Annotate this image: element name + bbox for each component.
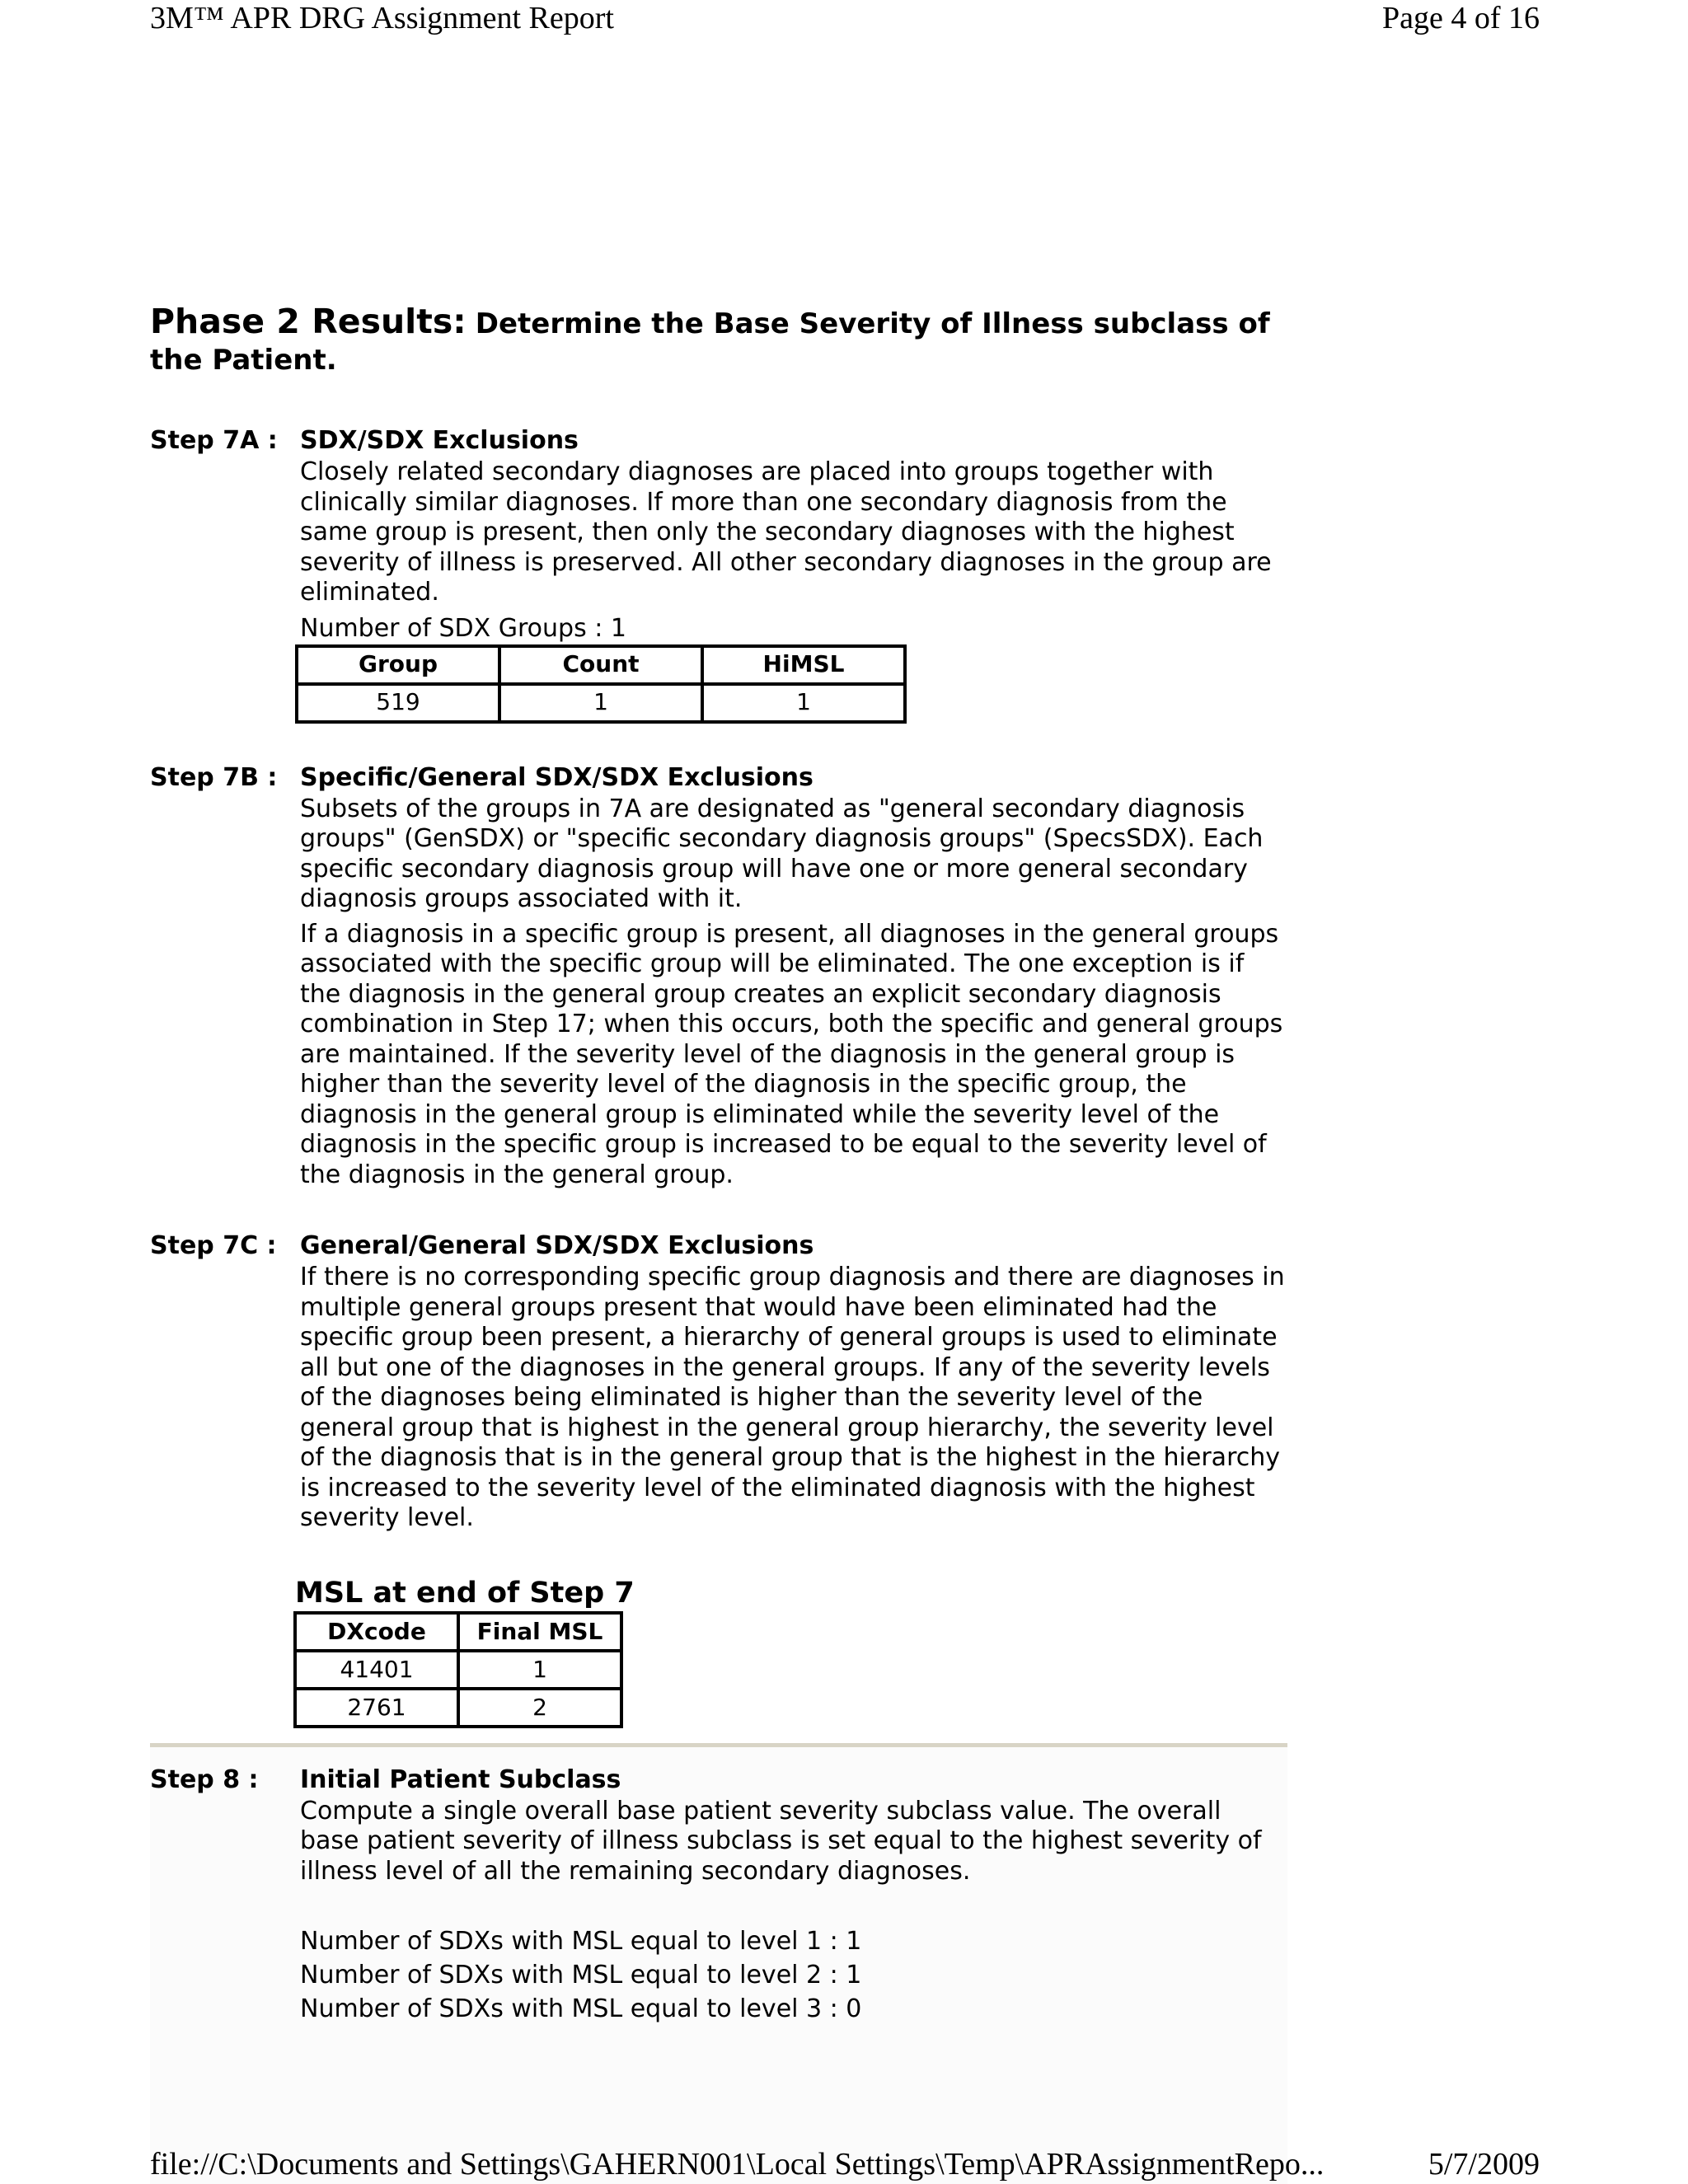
step-label: Step 7C : (150, 1231, 277, 1260)
table-row (295, 1651, 621, 1689)
column-header: Group (297, 646, 499, 684)
print-footer (150, 2146, 1540, 2182)
step-body (300, 424, 1287, 724)
step-8-section (150, 1747, 1287, 2184)
step-7c (150, 1230, 1287, 1539)
step-title: SDX/SDX Exclusions (300, 426, 579, 455)
table-cell: 1 (702, 684, 905, 722)
msl-level-count: Number of SDXs with MSL equal to level 1 : 1 (300, 1927, 862, 1956)
msl-section (293, 1575, 1287, 1728)
file-path: file://C:\Documents and Settings\GAHERN001\Local Settings\Temp\APRAssignmentRepo... (150, 2147, 1325, 2182)
step-description: Subsets of the groups in 7A are designated as "general secondary diagnosis groups" (GenSDX) or "specific secondary diagnosis groups" (SpecsSDX). Each specific secondary diagnosis group will have one or more general secondary diagnosis groups associated with it. (300, 794, 1264, 913)
step-8 (150, 1764, 1287, 2027)
phase-title-rest: Determine the Base Severity of Illness subclass of the Patient. (150, 307, 1270, 377)
msl-title: MSL at end of Step 7 (295, 1576, 635, 1610)
table-cell: 2 (458, 1689, 621, 1727)
table-cell: 519 (297, 684, 499, 722)
msl-level-count: Number of SDXs with MSL equal to level 3 : 0 (300, 1994, 862, 2023)
column-header: Count (499, 646, 702, 684)
table-header-row (297, 646, 905, 684)
page-number: Page 4 of 16 (1381, 1, 1540, 35)
table-cell: 41401 (295, 1651, 458, 1689)
sdx-groups-table (295, 644, 907, 724)
table-row (295, 1689, 621, 1727)
step-title: Specific/General SDX/SDX Exclusions (300, 762, 814, 792)
step-description: Closely related secondary diagnoses are placed into groups together with clinically similar diagnoses. If more than one secondary diagnosis from the same group is present, then only the secondary diagnoses with the highest severity of illness is preserved. All other secondary diagnoses in the group are eliminated. (300, 457, 1272, 607)
sdx-group-count: Number of SDX Groups : 1 (300, 613, 626, 643)
step-label: Step 7A : (150, 426, 278, 455)
step-label: Step 8 : (150, 1765, 259, 1794)
table-header-row (295, 1613, 621, 1651)
column-header: DXcode (295, 1613, 458, 1651)
step-body (300, 1230, 1287, 1539)
table-cell: 1 (458, 1651, 621, 1689)
step-description: If there is no corresponding specific group diagnosis and there are diagnoses in multiple general groups present that would have been eliminated had the specific group been present, a hierarchy of general groups is used to eliminate all but one of the diagnoses in the general groups. If any of the severity levels of the diagnoses being eliminated is higher than the severity level of the general group that is highest in the general group hierarchy, the severity level of the diagnosis that is in the general group that is the highest in the hierarchy is increased to the severity level of the eliminated diagnosis with the highest severity level. (300, 1263, 1285, 1532)
phase-title (150, 303, 1287, 378)
print-date: 5/7/2009 (1428, 2147, 1540, 2182)
column-header: HiMSL (702, 646, 905, 684)
msl-level-count: Number of SDXs with MSL equal to level 2 : 1 (300, 1961, 862, 1990)
step-description: If a diagnosis in a specific group is present, all diagnoses in the general groups associated with the specific group will be eliminated. The one exception is if the diagnosis in the general group creates an explicit secondary diagnosis combination in Step 17; when this occurs, both the specific and general groups are maintained. If the severity level of the diagnosis in the general group is higher than the severity level of the diagnosis in the specific group, the diagnosis in the general group is eliminated while the severity level of the diagnosis in the specific group is increased to be equal to the severity level of the diagnosis in the general group. (300, 919, 1283, 1189)
phase-title-lead: Phase 2 Results: (150, 302, 467, 341)
step-title: Initial Patient Subclass (300, 1765, 621, 1794)
table-cell: 2761 (295, 1689, 458, 1727)
table-cell: 1 (499, 684, 702, 722)
report-title: 3M™ APR DRG Assignment Report (150, 1, 614, 35)
msl-table (293, 1611, 623, 1728)
step-7a (150, 424, 1287, 724)
report-content (150, 303, 1287, 2184)
print-header (150, 0, 1540, 36)
step-label: Step 7B : (150, 762, 278, 792)
step-description: Compute a single overall base patient severity subclass value. The overall base patient severity of illness subclass is set equal to the highest severity of illness level of all the remaining secondary diagnoses. (300, 1796, 1262, 1886)
table-row (297, 684, 905, 722)
column-header: Final MSL (458, 1613, 621, 1651)
step-title: General/General SDX/SDX Exclusions (300, 1231, 814, 1260)
step-7b (150, 762, 1287, 1196)
step-body (300, 1764, 1287, 2027)
step-body (300, 762, 1287, 1196)
